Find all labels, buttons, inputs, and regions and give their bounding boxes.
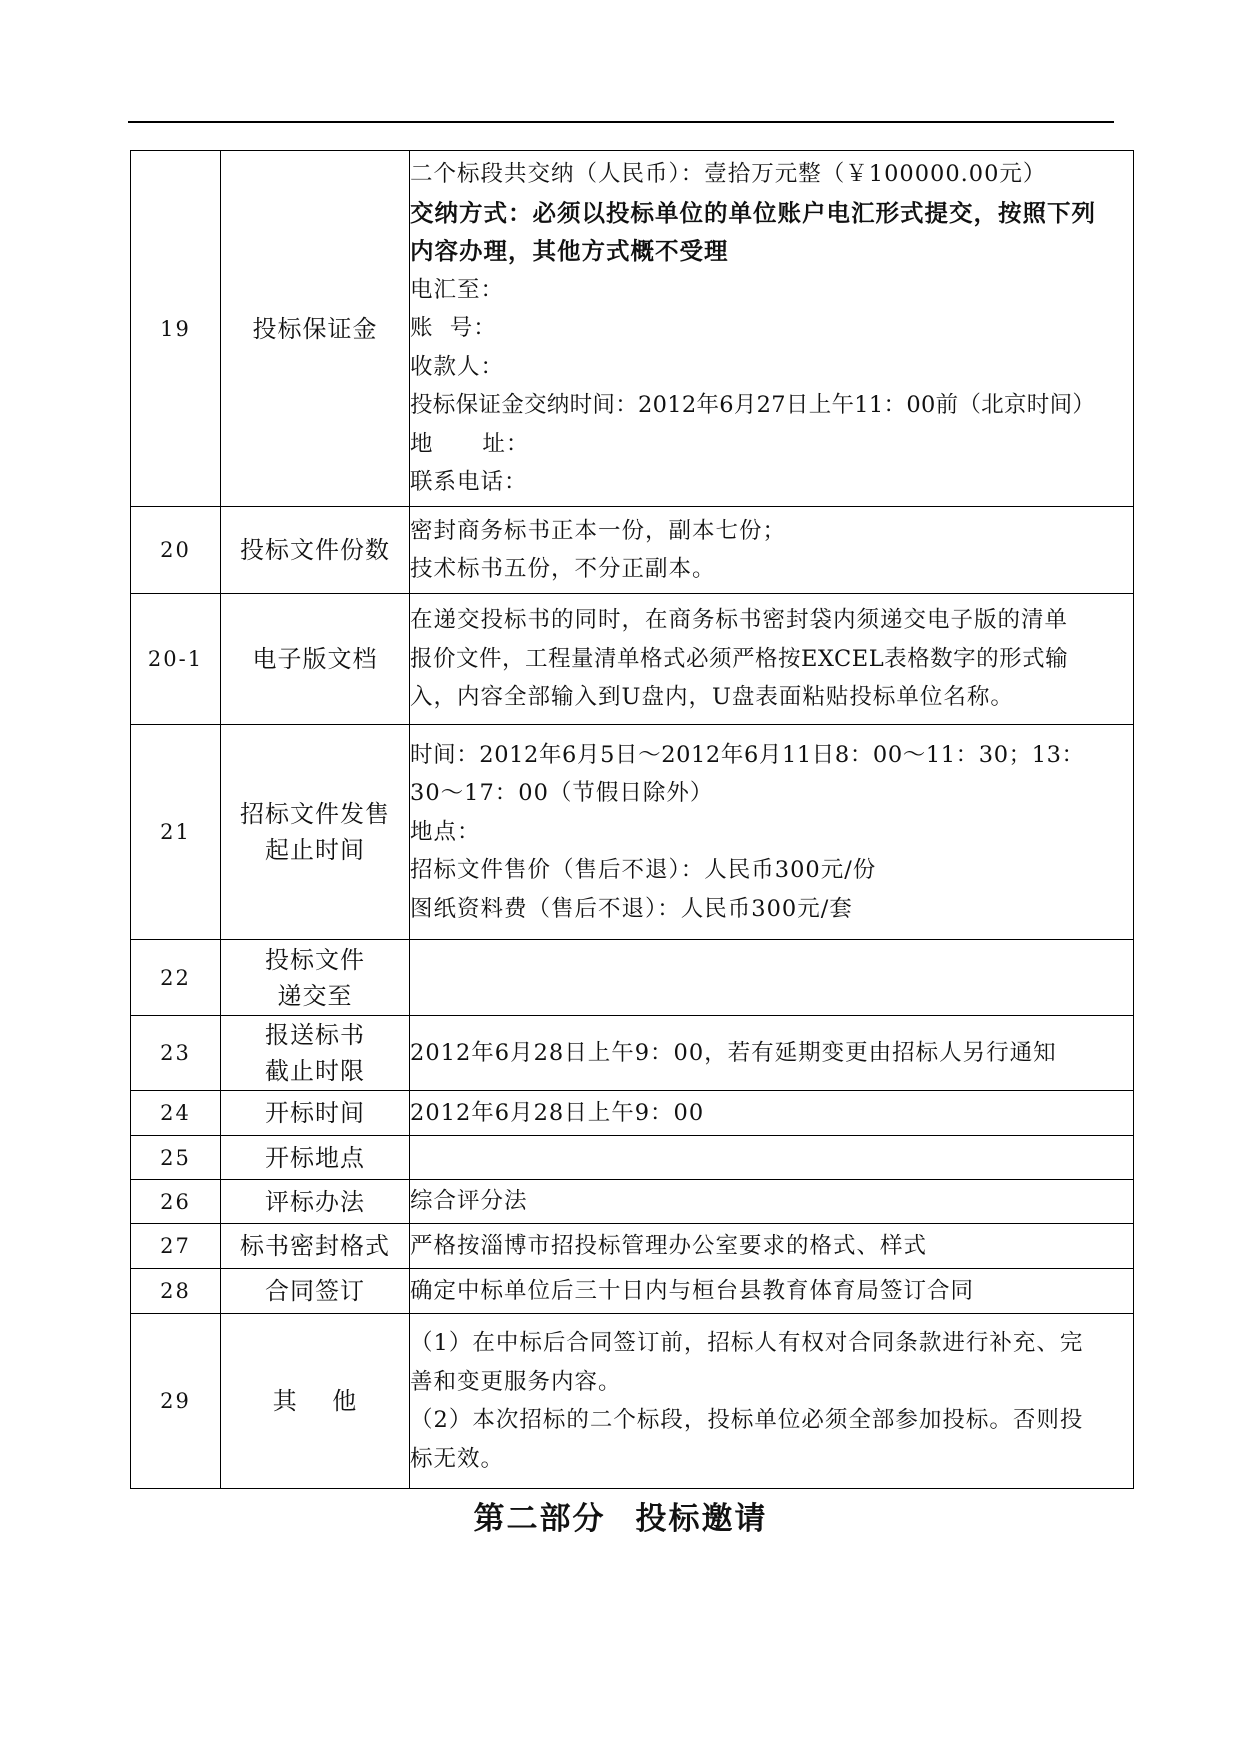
- table-row-24: [131, 1091, 1134, 1136]
- row-item: 标书密封格式: [221, 1224, 410, 1269]
- row-item: 其 他: [221, 1314, 410, 1489]
- content-line: 30～17：00（节假日除外）: [410, 780, 714, 807]
- table-row-22: [131, 940, 1134, 1016]
- content-line: 二个标段共交纳（人民币）：壹拾万元整（￥100000.00元）: [410, 161, 1047, 188]
- content-line: 技术标书五份，不分正副本。: [410, 556, 716, 582]
- item-line: 截止时限: [265, 1057, 365, 1085]
- row-item: [221, 940, 410, 1016]
- row-content: [410, 1224, 1134, 1269]
- row-content: [410, 594, 1134, 725]
- row-content: [410, 1269, 1134, 1314]
- row-item: [221, 725, 410, 940]
- content-line: 联系电话：: [410, 469, 528, 496]
- row-item: 投标文件份数: [221, 507, 410, 594]
- row-number: 22: [131, 940, 221, 1016]
- row-content: [410, 151, 1134, 507]
- row-number: 29: [131, 1314, 221, 1489]
- row-number: 20-1: [131, 594, 221, 725]
- bid-info-table: [130, 150, 1134, 1489]
- table-row-25: [131, 1136, 1134, 1180]
- table-row-21: [131, 725, 1134, 940]
- content-line: 综合评分法: [410, 1188, 528, 1215]
- row-content: [410, 1314, 1134, 1489]
- row-number: 19: [131, 151, 221, 507]
- header-rule: [128, 121, 1114, 123]
- row-number: 21: [131, 725, 221, 940]
- row-item: 开标地点: [221, 1136, 410, 1180]
- row-number: 23: [131, 1016, 221, 1091]
- content-line: 2012年6月28日上午9：00: [410, 1099, 705, 1126]
- section-name: 投标邀请: [635, 1501, 768, 1537]
- content-line: 地点：: [410, 818, 481, 845]
- content-line: 密封商务标书正本一份，副本七份；: [410, 517, 787, 544]
- row-content: [410, 1136, 1134, 1180]
- item-line: 招标文件发售: [240, 800, 390, 828]
- row-item: 合同签订: [221, 1269, 410, 1314]
- content-line: 善和变更服务内容。: [410, 1368, 622, 1395]
- table-row-26: [131, 1180, 1134, 1224]
- row-content: [410, 507, 1134, 594]
- content-line: 电汇至：: [410, 276, 505, 303]
- row-item: 投标保证金: [221, 151, 410, 507]
- item-line: 递交至: [277, 981, 353, 1010]
- row-content: [410, 1091, 1134, 1136]
- table-row-29: [131, 1314, 1134, 1489]
- row-item: 电子版文档: [221, 594, 410, 725]
- row-content: [410, 940, 1134, 1016]
- item-line: 投标文件: [265, 945, 365, 974]
- table-row-27: [131, 1224, 1134, 1269]
- row-number: 27: [131, 1224, 221, 1269]
- row-number: 28: [131, 1269, 221, 1314]
- table-row-23: [131, 1016, 1134, 1091]
- content-line: 2012年6月28日上午9：00，若有延期变更由招标人另行通知: [410, 1039, 1057, 1066]
- table-row-28: [131, 1269, 1134, 1314]
- content-line: 图纸资料费（售后不退）：人民币300元/套: [410, 895, 853, 922]
- content-line: 在递交投标书的同时，在商务标书密封袋内须递交电子版的清单: [410, 607, 1069, 634]
- content-line: 入，内容全部输入到U盘内，U盘表面粘贴投标单位名称。: [410, 684, 1014, 711]
- content-line: 标无效。: [410, 1445, 505, 1472]
- content-line-bold: 交纳方式：必须以投标单位的单位账户电汇形式提交，按照下列: [410, 198, 1096, 227]
- row-content: [410, 1016, 1134, 1091]
- item-line: 起止时间: [265, 836, 365, 864]
- content-line: 时间：2012年6月5日～2012年6月11日8：00～11：30；13：: [410, 741, 1085, 768]
- content-line: （1）在中标后合同签订前，招标人有权对合同条款进行补充、完: [410, 1330, 1084, 1356]
- row-item: 评标办法: [221, 1180, 410, 1224]
- row-item: [221, 1016, 410, 1091]
- content-line: 严格按淄博市招投标管理办公室要求的格式、样式: [410, 1232, 928, 1259]
- row-content: [410, 1180, 1134, 1224]
- row-number: 20: [131, 507, 221, 594]
- section-title: [0, 1493, 1241, 1538]
- content-line: 投标保证金交纳时间：2012年6月27日上午11：00前（北京时间）: [410, 392, 1096, 419]
- row-number: 26: [131, 1180, 221, 1224]
- content-line: 招标文件售价（售后不退）：人民币300元/份: [410, 857, 877, 884]
- row-content: [410, 725, 1134, 940]
- table-row-20: [131, 507, 1134, 594]
- row-item: 开标时间: [221, 1091, 410, 1136]
- content-line: 账 号：: [410, 315, 497, 342]
- content-line: 报价文件，工程量清单格式必须严格按EXCEL表格数字的形式输: [410, 645, 1069, 672]
- row-number: 24: [131, 1091, 221, 1136]
- content-line: 确定中标单位后三十日内与桓台县教育体育局签订合同: [410, 1277, 975, 1304]
- content-line: （2）本次招标的二个标段，投标单位必须全部参加投标。否则投: [410, 1407, 1084, 1433]
- table-row-20-1: [131, 594, 1134, 725]
- content-line: 地 址：: [410, 430, 530, 457]
- table-row-19: [131, 151, 1134, 507]
- content-line: 收款人：: [410, 353, 505, 380]
- content-line-bold: 内容办理，其他方式概不受理: [410, 237, 729, 266]
- section-part: 第二部分: [473, 1501, 606, 1537]
- item-line: 报送标书: [265, 1021, 365, 1049]
- row-number: 25: [131, 1136, 221, 1180]
